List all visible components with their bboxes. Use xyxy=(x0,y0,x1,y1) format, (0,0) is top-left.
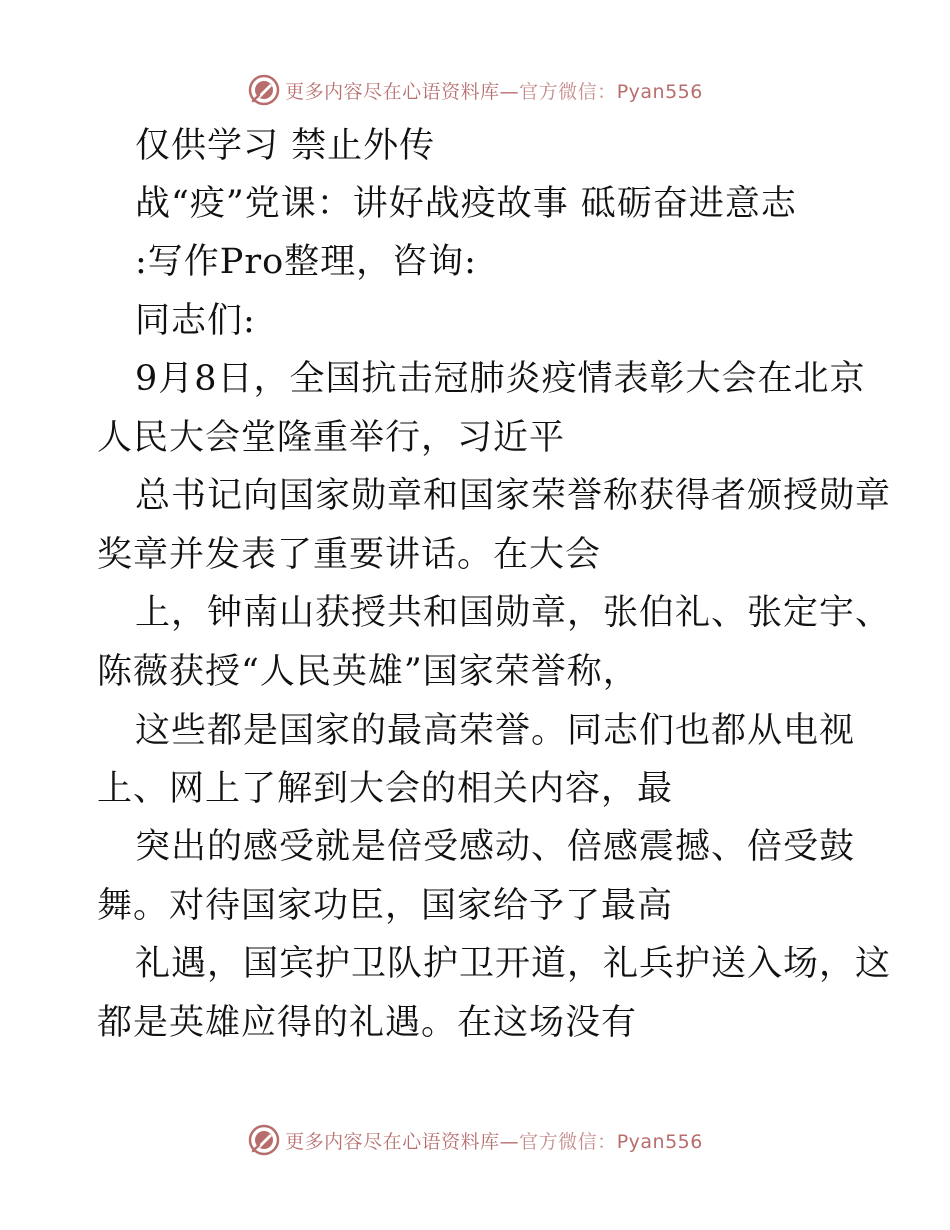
text-line: 仅供学习 禁止外传 xyxy=(135,126,436,166)
watermark-text: 更多内容尽在心语资料库—官方微信：Pyan556 xyxy=(285,80,703,103)
text-line: 人民大会堂隆重举行，习近平 xyxy=(97,418,566,458)
pen-nib-seal-icon xyxy=(247,1123,281,1157)
text-line: 奖章并发表了重要讲话。在大会 xyxy=(97,535,602,575)
text-line: 都是英雄应得的礼遇。在这场没有 xyxy=(97,1003,638,1043)
text-line: 陈薇获授“人民英雄”国家荣誉称， xyxy=(97,652,639,692)
pen-nib-seal-icon xyxy=(247,73,281,107)
text-line: 上、网上了解到大会的相关内容，最 xyxy=(97,769,674,809)
text-line: 这些都是国家的最高荣誉。同志们也都从电视 xyxy=(135,711,856,751)
header-watermark xyxy=(0,70,950,110)
text-line: 上，钟南山获授共和国勋章，张伯礼、张定宇、 xyxy=(135,593,892,633)
text-line: 突出的感受就是倍受感动、倍感震撼、倍受鼓 xyxy=(135,827,856,867)
text-line: 总书记向国家勋章和国家荣誉称获得者颁授勋章 xyxy=(135,476,892,516)
text-line: 舞。对待国家功臣，国家给予了最高 xyxy=(97,886,674,926)
text-line: 战“疫”党课：讲好战疫故事 砥砺奋进意志 xyxy=(135,184,797,224)
text-line: 9月8日，全国抗击冠肺炎疫情表彰大会在北京 xyxy=(135,359,866,399)
text-line: 礼遇，国宾护卫队护卫开道，礼兵护送入场，这 xyxy=(135,944,892,984)
watermark-text: 更多内容尽在心语资料库—官方微信：Pyan556 xyxy=(285,1130,703,1153)
text-line: 同志们: xyxy=(135,301,256,341)
footer-watermark xyxy=(0,1120,950,1160)
text-line: :写作Pro整理，咨询: xyxy=(135,242,477,282)
